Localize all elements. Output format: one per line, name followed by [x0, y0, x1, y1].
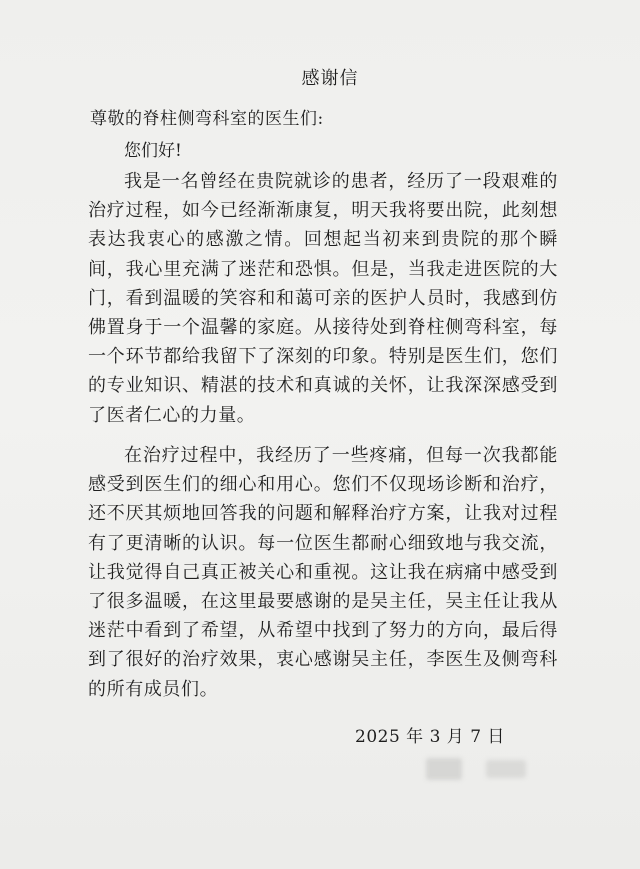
letter-title-text: 感谢信	[301, 68, 359, 89]
letter-date: 2025 年 3 月 7 日	[355, 727, 505, 747]
body-paragraph-2: 在治疗过程中，我经历了一些疼痛，但每一次我都能感受到医生们的细心和用心。您们不仅现场诊断和治疗，还不厌其烦地回答我的问题和解释治疗方案，让我对过程有了更清晰的认识。每一位医生都耐心细致地与我交流，让我觉得自己真正被关心和重视。这让我在病痛中感受到了很多温暖，在这里最要感谢的是吴主任，吴主任让我从迷茫中看到了希望，从希望中找到了努力的方向，最后得到了很好的治疗效果，衷心感谢吴主任，李医生及侧弯科的所有成员们。	[88, 445, 558, 700]
redacted-signature-part-2	[486, 760, 526, 778]
greeting: 您们好!	[124, 141, 182, 161]
body-paragraph-1: 我是一名曾经在贵院就诊的患者，经历了一段艰难的治疗过程，如今已经渐渐康复，明天我将要出院，此刻想表达我衷心的感激之情。回想起当初来到贵院的那个瞬间，我心里充满了迷茫和恐惧。但是，当我走进医院的大门，看到温暖的笑容和和蔼可亲的医护人员时，我感到仿佛置身于一个温馨的家庭。从接待处到脊柱侧弯科室，每一个环节都给我留下了深刻的印象。特别是医生们，您们的专业知识、精湛的技术和真诚的关怀，让我深深感受到了医者仁心的力量。	[88, 171, 558, 426]
redacted-signature-part-1	[426, 758, 462, 780]
letter-title	[0, 64, 640, 90]
salutation: 尊敬的脊柱侧弯科室的医生们:	[90, 109, 324, 129]
